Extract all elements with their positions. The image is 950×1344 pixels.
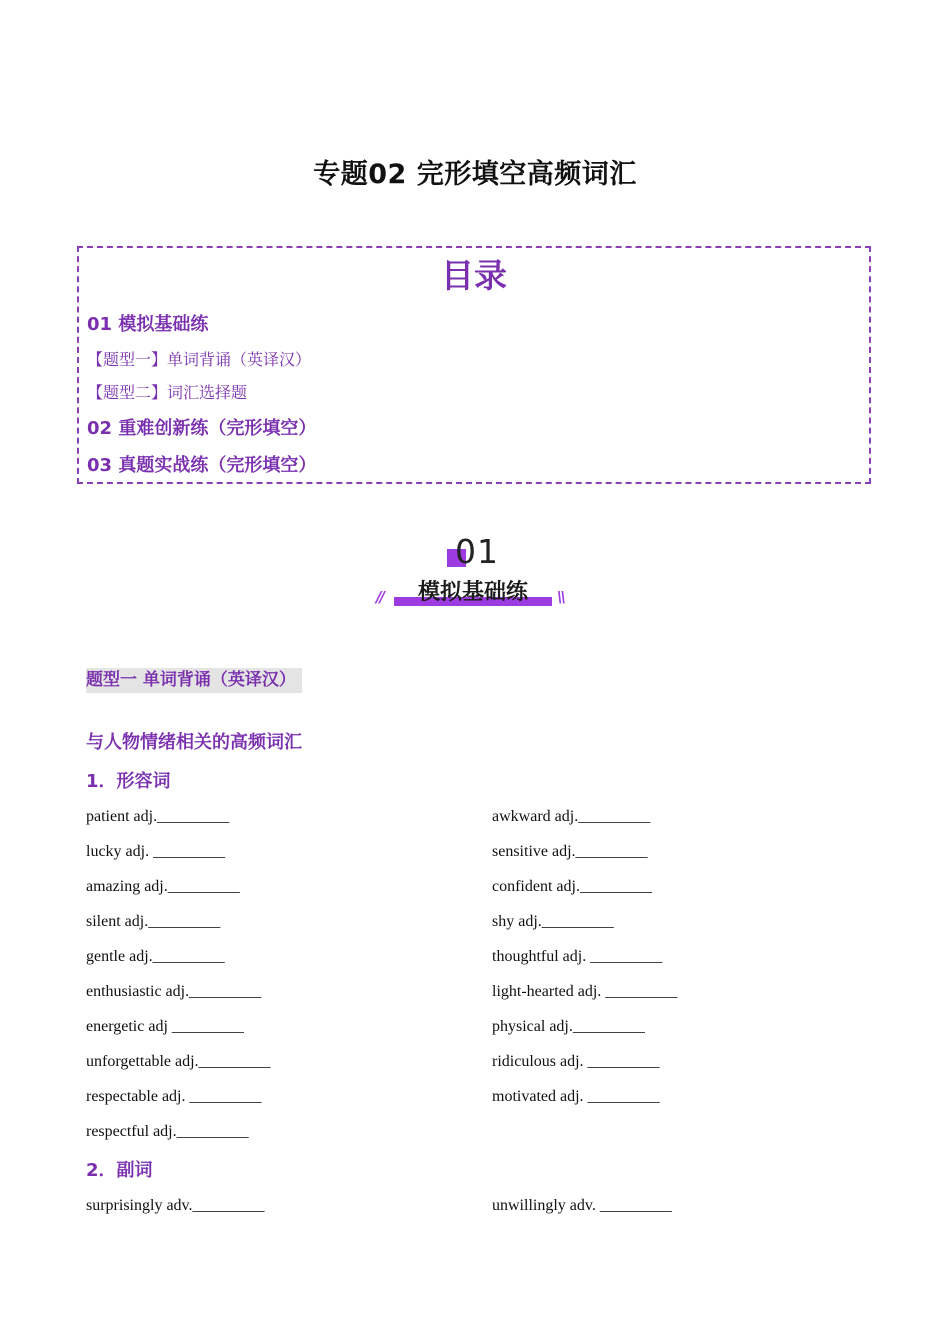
table-of-contents — [77, 246, 871, 484]
toc-heading: 目录 — [441, 256, 507, 295]
word-item: physical adj._________ — [492, 1018, 645, 1035]
word-item: thoughtful adj. _________ — [492, 948, 663, 965]
word-item: gentle adj._________ — [86, 948, 225, 965]
topic-heading: 与人物情绪相关的高频词汇 — [86, 732, 302, 753]
word-item: awkward adj._________ — [492, 808, 651, 825]
word-item: ridiculous adj. _________ — [492, 1053, 660, 1070]
section-banner — [375, 530, 575, 610]
word-item: motivated adj. _________ — [492, 1088, 660, 1105]
page-title: 专题02 完形填空高频词汇 — [313, 159, 637, 190]
word-item: unforgettable adj._________ — [86, 1053, 271, 1070]
toc-item-type-1[interactable]: 【题型一】单词背诵（英译汉） — [87, 350, 312, 369]
word-item: enthusiastic adj._________ — [86, 983, 262, 1000]
adjectives-heading: 1．形容词 — [86, 771, 171, 792]
word-item: light-hearted adj. _________ — [492, 983, 678, 1000]
word-item: respectable adj. _________ — [86, 1088, 262, 1105]
word-item: amazing adj._________ — [86, 878, 240, 895]
adverbs-heading: 2．副词 — [86, 1160, 153, 1181]
word-item: confident adj._________ — [492, 878, 652, 895]
section-title: 模拟基础练 — [417, 580, 528, 605]
word-item: patient adj._________ — [86, 808, 230, 825]
word-item: lucky adj. _________ — [86, 843, 226, 860]
word-item: surprisingly adv._________ — [86, 1197, 265, 1214]
slash-decoration-left: // — [376, 588, 383, 606]
word-item: silent adj._________ — [86, 913, 221, 930]
section-number: 01 — [455, 532, 499, 571]
toc-item-section-02[interactable]: 02 重难创新练（完形填空） — [87, 418, 317, 439]
question-type-heading: 题型一 单词背诵（英译汉） — [86, 668, 302, 693]
toc-item-section-01[interactable]: 01 模拟基础练 — [87, 314, 209, 335]
slash-decoration-right: \\ — [557, 588, 564, 606]
word-item: unwillingly adv. _________ — [492, 1197, 672, 1214]
toc-item-type-2[interactable]: 【题型二】词汇选择题 — [87, 383, 248, 402]
word-item: respectful adj._________ — [86, 1123, 249, 1140]
toc-item-section-03[interactable]: 03 真题实战练（完形填空） — [87, 455, 317, 476]
word-item: energetic adj _________ — [86, 1018, 244, 1035]
word-item: shy adj._________ — [492, 913, 614, 930]
word-item: sensitive adj._________ — [492, 843, 648, 860]
